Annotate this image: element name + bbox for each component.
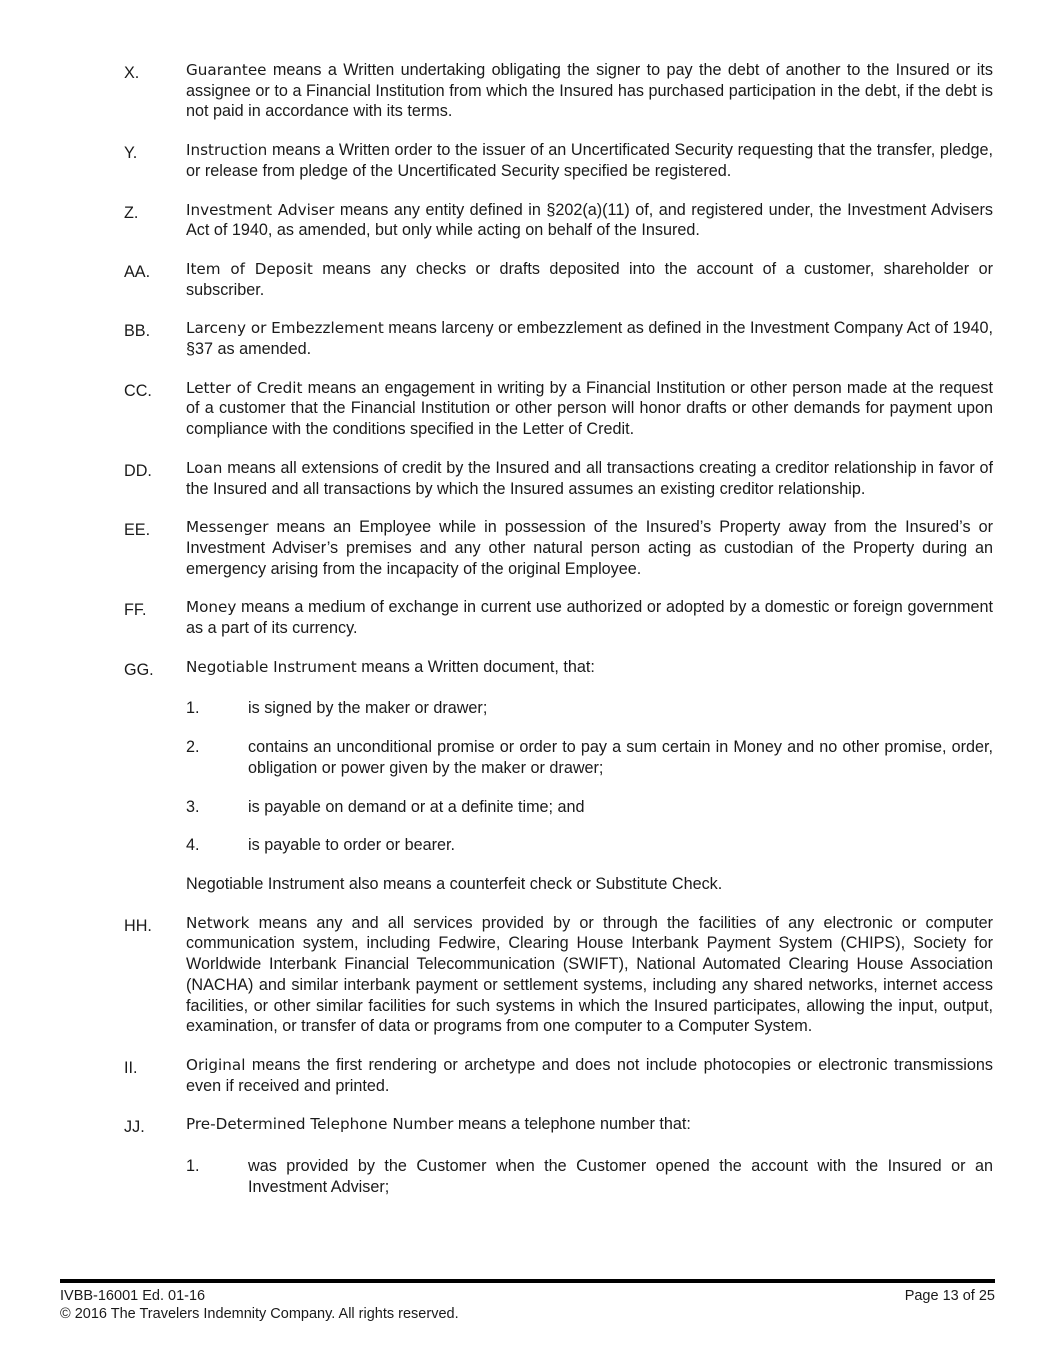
definition-term: Guarantee	[186, 61, 267, 79]
item-text: is signed by the maker or drawer;	[248, 699, 488, 718]
definition-term: Loan	[186, 458, 223, 477]
definition-letter: Z.	[124, 203, 139, 222]
definition-text: means all extensions of credit by the Insured and all transactions creating a creditor relationship in favor of the Insured and all transactions by which the Insured assumes an existing creditor relationship.	[186, 458, 993, 498]
definition-dd	[124, 458, 993, 499]
jj-subitems	[124, 1156, 993, 1197]
numbered-item	[186, 835, 993, 856]
definition-text: means a Written document, that:	[356, 657, 595, 676]
item-text: was provided by the Customer when the Customer opened the account with the Insured or an Investment Adviser;	[248, 1157, 993, 1196]
definition-term: Instruction	[186, 141, 268, 160]
definition-term: Negotiable Instrument	[186, 657, 357, 676]
definition-jj	[124, 1114, 993, 1138]
definition-term: Money	[186, 598, 237, 617]
definition-text: means a medium of exchange in current use authorized or adopted by a domestic or foreign government as a part of its currency.	[186, 598, 993, 638]
gg-tail-text: Negotiable Instrument also means a counterfeit check or Substitute Check.	[186, 874, 723, 893]
definition-letter: FF.	[124, 601, 147, 620]
policy-definitions	[124, 60, 993, 1215]
definition-letter: EE.	[124, 521, 151, 540]
definition-text: means any and all services provided by or through the facilities of any electronic or computer communication system, including Fedwire, Clearing House Interbank Payment System (CHIPS), Society for Worldwide Interbank Financial Telecommunication (SWIFT), National Automated Clearing House Association (NACHA) and similar interbank payment or settlement systems, including any shared networks, internet access facilities, or other similar facilities for such systems in which the Insured participates, allowing the input, output, examination, or transfer of data or programs from one computer to a Computer System.	[186, 913, 993, 1036]
definitions-group-b	[124, 913, 993, 1097]
definition-text: means the first rendering or archetype and does not include photocopies or electronic transmissions even if received and printed.	[186, 1055, 993, 1095]
definition-text: means a Written order to the issuer of an Uncertificated Security requesting that the transfer, pledge, or release from pledge of the Uncertificated Security specified be registered.	[186, 141, 993, 180]
definition-y	[124, 140, 993, 181]
definition-term: Letter of Credit	[186, 378, 303, 397]
definition-cc	[124, 378, 993, 440]
numbered-item	[186, 1156, 993, 1197]
definition-term: Investment Adviser	[186, 200, 335, 219]
form-id: IVBB-16001 Ed. 01-16	[60, 1288, 206, 1304]
definition-text: means a Written undertaking obligating the signer to pay the debt of another to the Insured or its assignee or to a Financial Institution from which the Insured has purchased participation in the debt, if the debt is not paid in accordance with its terms.	[186, 61, 993, 121]
page-footer	[60, 1287, 995, 1323]
definition-letter: DD.	[124, 461, 152, 480]
definitions-group-a	[124, 60, 993, 639]
definition-letter: GG.	[124, 660, 154, 679]
definition-ff	[124, 597, 993, 638]
item-number: 3.	[186, 797, 200, 816]
definition-text: means any entity defined in §202(a)(11) of, and registered under, the Investment Advisers Act of 1940, as amended, but only while acting on behalf of the Insured.	[186, 200, 994, 240]
definition-letter: Y.	[124, 144, 138, 163]
item-text: is payable on demand or at a definite time; and	[248, 797, 585, 816]
definition-term: Messenger	[186, 518, 269, 537]
item-text: is payable to order or bearer.	[248, 836, 455, 855]
definition-term: Larceny or Embezzlement	[186, 319, 384, 338]
item-number: 2.	[186, 738, 200, 757]
definition-letter: II.	[124, 1058, 138, 1077]
definition-x	[124, 60, 993, 122]
definition-letter: X.	[124, 64, 140, 82]
definition-gg	[124, 657, 993, 681]
definition-hh	[124, 913, 993, 1037]
page-number: Page 13 of 25	[904, 1288, 995, 1304]
definition-text: means an Employee while in possession of the Insured’s Property away from the Insured’s or Investment Adviser’s premises and any other natural person acting as custodian of the Property during an emergency arising from the incapacity of the original Employee.	[186, 518, 993, 578]
definition-ii	[124, 1055, 993, 1096]
gg-subitems	[124, 698, 993, 856]
definition-aa	[124, 259, 993, 300]
item-text: contains an unconditional promise or order to pay a sum certain in Money and no other promise, order, obligation or power given by the maker or drawer;	[248, 738, 993, 777]
definition-term: Original	[186, 1055, 246, 1074]
definition-text: means a telephone number that:	[453, 1115, 691, 1134]
definition-text: means an engagement in writing by a Financial Institution or other person made at the request of a customer that the Financial Institution or other person will honor drafts or other demands for payment upon compliance with the conditions specified in the Letter of Credit.	[186, 378, 993, 439]
item-number: 1.	[186, 699, 200, 718]
definition-letter: BB.	[124, 322, 151, 341]
definition-term: Pre-Determined Telephone Number	[186, 1115, 454, 1134]
definition-text: means any checks or drafts deposited into the account of a customer, shareholder or subscriber.	[186, 259, 993, 299]
definition-term: Item of Deposit	[186, 259, 313, 278]
numbered-item	[186, 698, 993, 719]
definition-letter: HH.	[124, 916, 152, 935]
definition-term: Network	[186, 913, 250, 932]
copyright-notice: © 2016 The Travelers Indemnity Company. All rights reserved.	[60, 1306, 459, 1322]
item-number: 1.	[186, 1157, 200, 1176]
definition-letter: JJ.	[124, 1118, 145, 1137]
definition-ee	[124, 517, 993, 579]
definition-bb	[124, 318, 993, 359]
definition-z	[124, 200, 993, 241]
footer-divider	[60, 1279, 995, 1283]
numbered-item	[186, 797, 993, 818]
definition-text: means larceny or embezzlement as defined in the Investment Company Act of 1940, §37 as amended.	[186, 319, 993, 359]
definition-letter: CC.	[124, 381, 152, 400]
definition-letter: AA.	[124, 262, 151, 281]
numbered-item	[186, 737, 993, 778]
item-number: 4.	[186, 836, 200, 855]
